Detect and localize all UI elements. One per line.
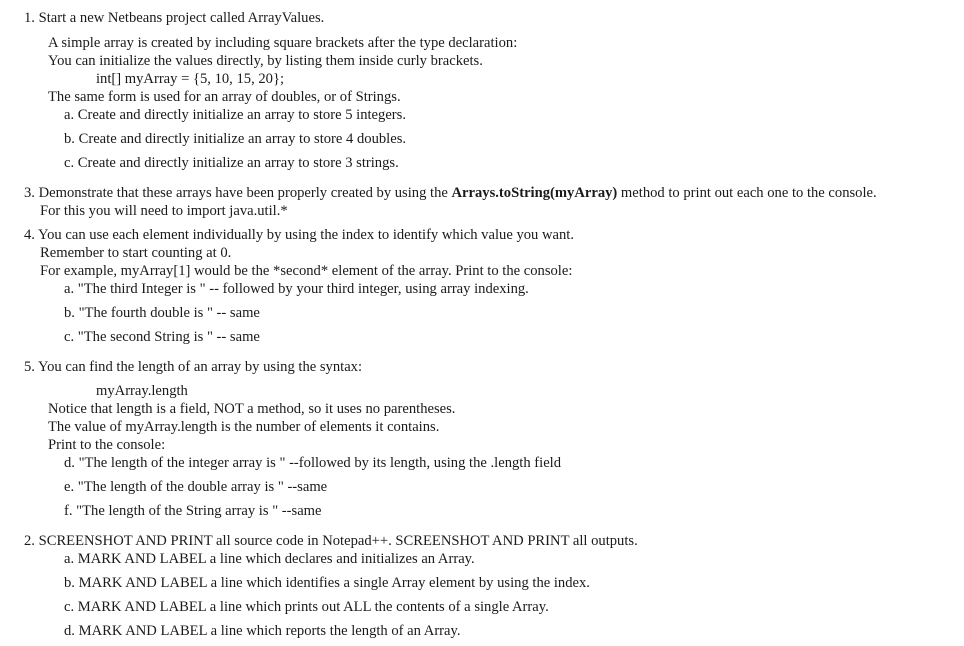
section5-line: The value of myArray.length is the number of elements it contains.: [48, 419, 440, 435]
section5-item-e: e. "The length of the double array is " --same: [64, 479, 328, 495]
section5-line: Print to the console:: [48, 437, 166, 453]
section1-item-a: a. Create and directly initialize an array to store 5 integers.: [64, 107, 406, 123]
section3-heading: [24, 184, 877, 202]
section4-line: Remember to start counting at 0.: [40, 245, 232, 261]
section5-code-example: myArray.length: [96, 383, 188, 399]
section2-item-a: a. MARK AND LABEL a line which declares and initializes an Array.: [64, 551, 475, 567]
section1-note: The same form is used for an array of doubles, or of Strings.: [48, 89, 401, 105]
section1-intro-line: You can initialize the values directly, by listing them inside curly brackets.: [48, 53, 483, 69]
section2-item-d: d. MARK AND LABEL a line which reports the length of an Array.: [64, 623, 461, 639]
section4-item-c: c. "The second String is " -- same: [64, 329, 260, 345]
section1-code-example: int[] myArray = {5, 10, 15, 20};: [96, 71, 285, 87]
section5-line: Notice that length is a field, NOT a method, so it uses no parentheses.: [48, 401, 456, 417]
section5-item-d: d. "The length of the integer array is " --followed by its length, using the .length field: [64, 455, 562, 471]
section5-item-f: f. "The length of the String array is " --same: [64, 503, 322, 519]
section4-heading: 4. You can use each element individually by using the index to identify which value you want.: [24, 227, 574, 243]
section2-item-c: c. MARK AND LABEL a line which prints out ALL the contents of a single Array.: [64, 599, 549, 615]
section1-heading: 1. Start a new Netbeans project called ArrayValues.: [24, 10, 325, 26]
section4-line: For example, myArray[1] would be the *second* element of the array. Print to the console:: [40, 263, 573, 279]
section3-note: For this you will need to import java.util.*: [40, 203, 288, 219]
section4-item-a: a. "The third Integer is " -- followed by your third integer, using array indexing.: [64, 281, 529, 297]
section2-heading: 2. SCREENSHOT AND PRINT all source code in Notepad++. SCREENSHOT AND PRINT all outputs.: [24, 533, 638, 549]
section1-item-b: b. Create and directly initialize an array to store 4 doubles.: [64, 131, 407, 147]
section3-heading-method: Arrays.toString(myArray): [451, 185, 618, 201]
section5-heading: 5. You can find the length of an array by using the syntax:: [24, 359, 363, 375]
section1-intro-line: A simple array is created by including square brackets after the type declaration:: [48, 35, 518, 51]
section2-item-b: b. MARK AND LABEL a line which identifies a single Array element by using the index.: [64, 575, 590, 591]
section3-heading-end: method to print out each one to the console.: [617, 185, 877, 201]
section1-item-c: c. Create and directly initialize an array to store 3 strings.: [64, 155, 399, 171]
section4-item-b: b. "The fourth double is " -- same: [64, 305, 260, 321]
section3-heading-start: 3. Demonstrate that these arrays have been properly created by using the: [24, 185, 452, 201]
